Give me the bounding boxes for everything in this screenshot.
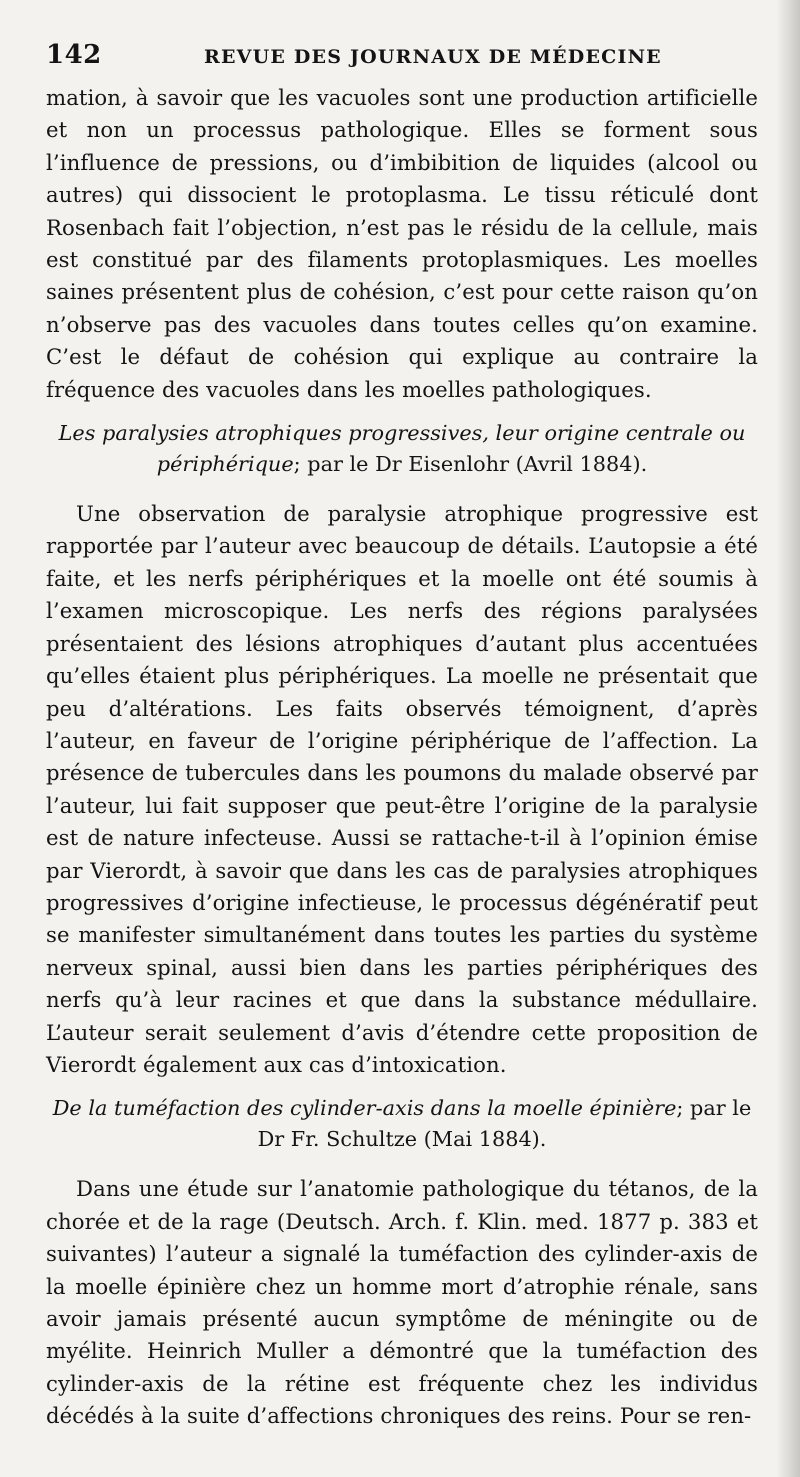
article-paragraph-eisenlohr: Une observation de paralysie atrophique progressive est rapportée par l’auteur avec beaucoup de détails. L’autopsie a été faite, et les nerfs périphériques et la moelle ont été soumis à l’examen microscopique. Les nerfs des régions paralysées présentaient des lésions atrophiques d’autant plus accentuées qu’elles étaient plus périphériques. La moelle ne présentait que peu d’altérations. Les faits observés témoignent, d’après l’auteur, en faveur de l’origine périphérique de l’affection. La présence de tubercules dans les poumons du malade observé par l’auteur, lui fait supposer que peut-être l’origine de la paralysie est de nature infecteuse. Aussi se rattache-t-il à l’opinion émise par Vierordt, à savoir que dans les cas de paralysies atrophiques progressives d’origine infectieuse, le processus dégénératif peut se manifester simultanément dans toutes les parties du système nerveux spinal, aussi bien dans les parties périphériques des nerfs qu’à leur racines et que dans la substance médullaire. L’auteur serait seulement d’avis d’étendre cette proposition de Vierordt également aux cas d’intoxication.	[46, 501, 758, 1077]
body-text	[46, 82, 758, 1433]
section-title-author: ; par le Dr Fr. Schultze (Mai 1884).	[257, 1096, 752, 1152]
section-title-italic: De la tuméfaction des cylinder-axis dans la moelle épinière	[52, 1096, 677, 1121]
article-paragraph-schultze: Dans une étude sur l’anatomie pathologique du tétanos, de la chorée et de la rage (Deutsch. Arch. f. Klin. med. 1877 p. 383 et suivantes) l’auteur a signalé la tuméfaction des cylinder-axis de la moelle épinière chez un homme mort d’atrophie rénale, sans avoir jamais présenté aucun symptôme de méningite ou de myélite. Heinrich Muller a démontré que la tuméfaction des cylinder-axis de la rétine est fréquente chez les individus décédés à la suite d’affections chroniques des reins. Pour se ren-	[46, 1176, 758, 1429]
page-header	[46, 40, 760, 80]
section-title-italic: Les paralysies atrophiques progressives, leur origine centrale ou périphérique	[58, 421, 746, 477]
continued-paragraph: mation, à savoir que les vacuoles sont une production artificielle et non un processus pathologique. Elles se forment sous l’influence de pressions, ou d’imbibition de liquides (alcool ou autres) qui dissocient le protoplasma. Le tissu réticulé dont Rosenbach fait l’objection, n’est pas le résidu de la cellule, mais est constitué par des filaments protoplasmiques. Les moelles saines présentent plus de cohésion, c’est pour cette raison qu’on n’observe pas des vacuoles dans toutes celles qu’on examine. C’est le défaut de cohésion qui explique au contraire la fréquence des vacuoles dans les moelles pathologiques.	[46, 85, 758, 402]
page-number: 142	[46, 40, 102, 70]
running-head: REVUE DES JOURNAUX DE MÉDECINE	[204, 46, 662, 68]
section-title-eisenlohr	[46, 418, 758, 480]
section-title-author: ; par le Dr Eisenlohr (Avril 1884).	[293, 452, 648, 477]
page-edge-shadow	[776, 0, 800, 1477]
section-title-schultze	[46, 1093, 758, 1155]
